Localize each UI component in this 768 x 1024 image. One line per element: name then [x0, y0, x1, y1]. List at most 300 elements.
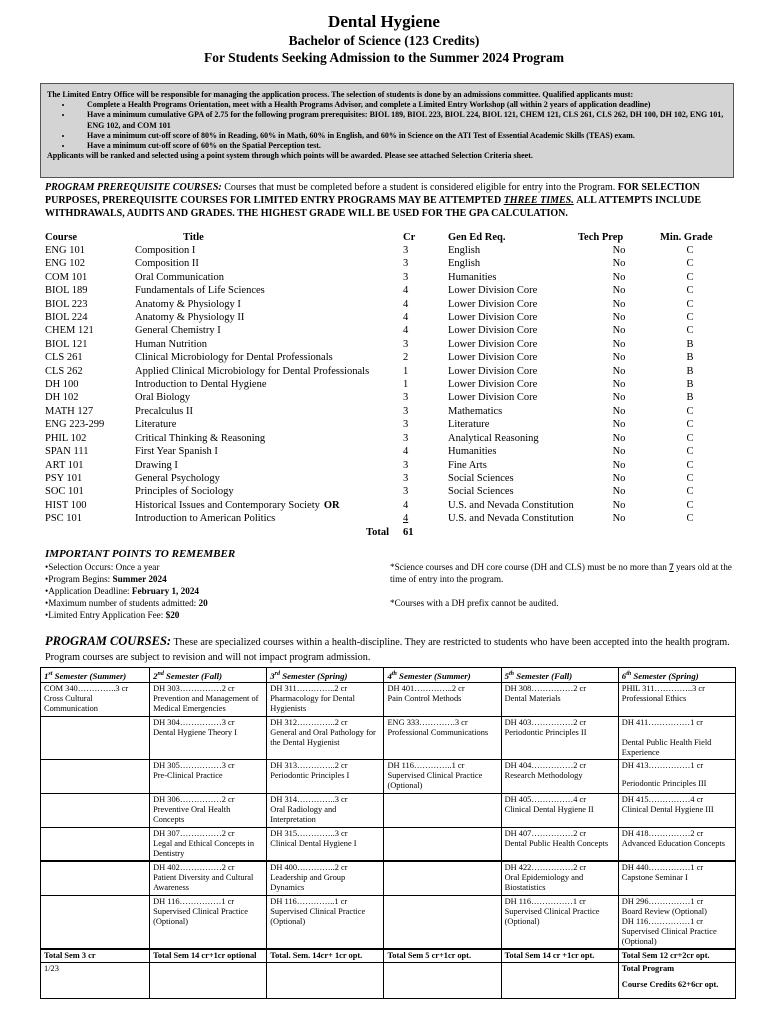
- program-total-credits: Course Credits 62+6cr opt.: [621, 979, 719, 989]
- course-title: Oral Biology: [135, 392, 191, 404]
- gen-ed-req: Mathematics: [448, 405, 503, 417]
- course-cell: [501, 759, 618, 793]
- course-code: DH 116…………..1 cr: [387, 760, 465, 770]
- course-name: Clinical Dental Hygiene I: [270, 838, 357, 848]
- course-cell: [501, 716, 618, 759]
- document-header: [0, 12, 768, 66]
- tech-prep: No: [612, 325, 626, 337]
- tech-prep: No: [612, 446, 626, 458]
- course-name: Pre-Clinical Practice: [153, 770, 223, 780]
- course-code: DH 407……………2 cr: [504, 828, 587, 838]
- course-credits: 3: [403, 338, 409, 350]
- spacer-cell: [448, 526, 578, 539]
- course-name: Supervised Clinical Practice (Optional): [270, 906, 366, 926]
- tech-prep: No: [612, 472, 626, 484]
- course-cell: [501, 682, 618, 716]
- semester-row: [41, 682, 736, 716]
- gen-ed-req: Social Sciences: [448, 486, 514, 498]
- course-code: DH 313…………..2 cr: [270, 760, 348, 770]
- course-cell: [501, 793, 618, 827]
- gen-ed-req: English: [448, 258, 481, 270]
- course-credits: 3: [403, 245, 409, 256]
- semester-total: Total Sem 3 cr: [41, 949, 150, 963]
- course-title: Human Nutrition: [135, 338, 208, 350]
- course-code: DH 308……………2 cr: [504, 683, 587, 693]
- tech-prep: No: [612, 338, 626, 350]
- course-cell: [384, 827, 501, 861]
- table-row: [45, 284, 720, 297]
- prerequisite-course-table: [45, 230, 720, 539]
- course-code: DH 403……………2 cr: [504, 717, 587, 727]
- course-cell: [267, 716, 384, 759]
- program-total-label: Total Program: [621, 963, 675, 973]
- table-header-row: [45, 230, 720, 244]
- course-title: General Chemistry I: [135, 325, 221, 337]
- table-row: [45, 351, 720, 364]
- course-code: COM 101: [45, 271, 88, 283]
- prereq-rule-2: ALL ATTEMPTS INCLUDE WITHDRAWALS, AUDITS AND GRADES. THE HIGHEST GRADE WILL BE USED FOR THE GPA CALCULATION.: [45, 195, 702, 219]
- course-name: General and Oral Pathology for the Dental Hygienist: [270, 727, 376, 747]
- course-cell: [41, 682, 150, 716]
- course-code: HIST 100: [45, 499, 87, 511]
- semester-row: [41, 895, 736, 949]
- course-code: DH 116……………1 cr: [153, 896, 235, 906]
- course-cell: [501, 827, 618, 861]
- notice-bullet: • Complete a Health Programs Orientation, meet with a Health Programs Advisor, and complete a Limited Entry Workshop (all within 2 years of application deadline): [73, 100, 727, 110]
- course-cell: [41, 895, 150, 949]
- col-tech-prep: Tech Prep: [578, 231, 624, 243]
- gen-ed-req: Lower Division Core: [448, 325, 538, 337]
- notice-intro: The Limited Entry Office will be responsible for managing the application process. The selection of students is done by an admissions committee. Qualified applicants must:: [47, 90, 634, 99]
- semester-header: 1st Semester (Summer): [41, 668, 150, 683]
- course-title: Introduction to Dental Hygiene: [135, 379, 267, 391]
- course-cell: [150, 895, 267, 949]
- important-item-label: •Selection Occurs:: [45, 562, 116, 572]
- semester-total: Total Sem 14 cr+1cr optional: [150, 949, 267, 963]
- course-name: Periodontic Principles III: [621, 778, 707, 788]
- semester-header: 2nd Semester (Fall): [150, 668, 267, 683]
- tech-prep: No: [612, 258, 626, 270]
- gen-ed-req: Lower Division Core: [448, 338, 538, 350]
- course-code: MATH 127: [45, 405, 94, 417]
- min-grade: C: [686, 285, 694, 297]
- table-row: [45, 257, 720, 270]
- semester-header: 4th Semester (Summer): [384, 668, 501, 683]
- prerequisite-intro: [45, 181, 725, 220]
- tech-prep: No: [612, 285, 626, 297]
- course-credits: 3: [403, 405, 409, 417]
- min-grade: B: [686, 352, 694, 364]
- course-code: PHIL 102: [45, 432, 87, 444]
- course-title: Clinical Microbiology for Dental Professionals: [135, 352, 333, 364]
- table-row: [45, 324, 720, 337]
- or-label: OR: [323, 499, 340, 511]
- course-credits: 3: [403, 392, 409, 404]
- table-row: [45, 298, 720, 311]
- course-cell: [618, 682, 735, 716]
- min-grade: C: [686, 472, 694, 484]
- course-name: Leadership and Group Dynamics: [270, 873, 346, 893]
- course-code: DH 311…………..2 cr: [270, 683, 348, 693]
- tech-prep: No: [612, 405, 626, 417]
- semester-total: Total. Sem. 14cr+ 1cr opt.: [267, 949, 384, 963]
- total-label: Total: [366, 526, 389, 538]
- course-code: DH 415……………4 cr: [621, 794, 704, 804]
- course-credits: 3: [403, 419, 409, 431]
- age-note-text-2: years old at the time of entry into the program.: [390, 562, 732, 584]
- course-cell: [267, 682, 384, 716]
- empty-cell: [150, 962, 267, 998]
- course-code: ART 101: [45, 459, 84, 471]
- col-course: Course: [45, 231, 78, 243]
- course-name: Cross Cultural Communication: [44, 693, 98, 713]
- course-name: Legal and Ethical Concepts in Dentistry: [153, 838, 255, 858]
- notice-outro: Applicants will be ranked and selected using a point system through which points will be awarded. Please see attached Selection Criteria sheet.: [47, 151, 533, 161]
- course-cell: [41, 793, 150, 827]
- spacer-cell: [578, 526, 660, 539]
- course-cell: [618, 895, 735, 949]
- program-courses-label: PROGRAM COURSES:: [45, 634, 172, 648]
- course-name: Clinical Dental Hygiene II: [504, 804, 594, 814]
- tech-prep: No: [612, 245, 626, 256]
- tech-prep: No: [612, 419, 626, 431]
- min-grade: B: [686, 379, 694, 391]
- course-code: DH 314…………..3 cr: [270, 794, 348, 804]
- tech-prep: No: [612, 486, 626, 498]
- tech-prep: No: [612, 499, 626, 511]
- gen-ed-req: Lower Division Core: [448, 298, 538, 310]
- tech-prep: No: [612, 392, 626, 404]
- min-grade: C: [686, 312, 694, 324]
- course-code: DH 305……………3 cr: [153, 760, 235, 770]
- course-credits: 4: [403, 285, 409, 297]
- empty-cell: [501, 962, 618, 998]
- table-row: [45, 405, 720, 418]
- course-code: BIOL 189: [45, 285, 88, 297]
- course-name: Dental Materials: [504, 693, 561, 703]
- important-item-value: Once a year: [115, 562, 160, 572]
- program-courses-text: These are specialized courses within a health-discipline. They are restricted to students who have been accepted into the health program. Program courses are subject to revision and will not impact program admission.: [45, 637, 730, 663]
- min-grade: C: [686, 419, 694, 431]
- course-code: ENG 102: [45, 258, 85, 270]
- course-code: COM 340…………..3 cr: [44, 683, 129, 693]
- course-cell: [384, 861, 501, 895]
- course-code: CHEM 121: [45, 325, 94, 337]
- notice-bullet: • Have a minimum cut-off score of 60% on the Spatial Perception test.: [73, 141, 727, 151]
- course-code: PHIL 311…………..3 cr: [621, 683, 705, 693]
- notice-bullets: [73, 100, 727, 151]
- semester-total: Total Sem 12 cr+2cr opt.: [618, 949, 735, 963]
- course-code: BIOL 223: [45, 298, 88, 310]
- course-code: BIOL 224: [45, 312, 88, 324]
- col-gen-ed: Gen Ed Req.: [448, 231, 506, 243]
- course-code: DH 307……………2 cr: [153, 828, 235, 838]
- gen-ed-req: Lower Division Core: [448, 285, 538, 297]
- tech-prep: No: [612, 513, 626, 525]
- course-code: DH 404……………2 cr: [504, 760, 587, 770]
- prereq-text: Courses that must be completed before a student is considered eligible for entry into the Program.: [224, 182, 616, 193]
- course-title: Oral Communication: [135, 271, 224, 283]
- course-code: CLS 261: [45, 352, 83, 364]
- important-item: [45, 609, 208, 621]
- course-credits: 4: [403, 312, 409, 324]
- min-grade: C: [686, 486, 694, 498]
- notice-bullet: • Have a minimum cut-off score of 80% in Reading, 60% in Math, 60% in English, and 60% in Science on the ATI Test of Essential Academic Skills (TEAS) exam.: [73, 131, 727, 141]
- table-row: [45, 432, 720, 445]
- semester-total: Total Sem 5 cr+1cr opt.: [384, 949, 501, 963]
- gen-ed-req: Lower Division Core: [448, 392, 538, 404]
- course-code: DH 312…………..2 cr: [270, 717, 348, 727]
- semester-totals-row: [41, 949, 736, 963]
- admission-subtitle: For Students Seeking Admission to the Summer 2024 Program: [203, 50, 565, 65]
- course-name: Supervised Clinical Practice (Optional): [504, 906, 600, 926]
- empty-cell: [267, 962, 384, 998]
- age-note: [390, 561, 735, 585]
- total-credits: 61: [403, 526, 414, 538]
- semester-header: 6th Semester (Spring): [618, 668, 735, 683]
- course-credits: 4: [403, 499, 409, 511]
- program-courses-intro: [45, 634, 735, 665]
- course-cell: [267, 759, 384, 793]
- course-name: Advanced Education Concepts: [621, 838, 726, 848]
- course-credits: 3: [403, 432, 409, 444]
- important-item-value: February 1, 2024: [131, 586, 200, 596]
- course-code: SOC 101: [45, 486, 84, 498]
- course-cell: [150, 682, 267, 716]
- course-code: DH 100: [45, 379, 79, 391]
- course-title: Drawing I: [135, 459, 178, 471]
- course-name: Periodontic Principles II: [504, 727, 587, 737]
- course-credits: 1: [403, 365, 409, 377]
- degree-subtitle: Bachelor of Science (123 Credits): [288, 33, 480, 48]
- min-grade: C: [686, 271, 694, 283]
- course-title: Precalculus II: [135, 405, 194, 417]
- min-grade: C: [686, 432, 694, 444]
- min-grade: C: [686, 446, 694, 458]
- course-cell: [41, 759, 150, 793]
- prereq-label: PROGRAM PREREQUISITE COURSES:: [45, 182, 222, 193]
- notice-bullet: • Have a minimum cumulative GPA of 2.75 for the following program prerequisites: BIOL 189, BIOL 223, BIOL 224, BIOL 121, CHEM 121, CLS 261, CLS 262, DH 100, DH 102, ENG 101, ENG 102, and COM 101: [73, 110, 727, 130]
- course-title: Literature: [135, 419, 177, 431]
- course-cell: [384, 759, 501, 793]
- tech-prep: No: [612, 298, 626, 310]
- course-name: Professional Ethics: [621, 693, 687, 703]
- course-code: DH 102: [45, 392, 79, 404]
- semester-total: Total Sem 14 cr +1cr opt.: [501, 949, 618, 963]
- table-row: [45, 485, 720, 498]
- course-title: Principles of Sociology: [135, 486, 234, 498]
- age-note-years: 7: [669, 562, 674, 572]
- course-title: First Year Spanish I: [135, 446, 218, 458]
- course-credits: 4: [403, 513, 409, 525]
- total-row: [45, 526, 720, 539]
- semester-row: [41, 793, 736, 827]
- table-row: [45, 391, 720, 404]
- min-grade: C: [686, 325, 694, 337]
- min-grade: B: [686, 392, 694, 404]
- course-title: Fundamentals of Life Sciences: [135, 285, 265, 297]
- semester-row: [41, 759, 736, 793]
- course-credits: 1: [403, 379, 409, 391]
- course-code: DH 116……………1 cr: [621, 916, 703, 926]
- tech-prep: No: [612, 432, 626, 444]
- table-row: [45, 472, 720, 485]
- course-name: Capstone Seminar I: [621, 873, 688, 883]
- important-item-label: •Limited Entry Application Fee:: [45, 610, 166, 620]
- course-cell: [501, 895, 618, 949]
- revision-date: 1/23: [41, 962, 150, 998]
- course-cell: [150, 827, 267, 861]
- course-cell: [618, 716, 735, 759]
- page-title: Dental Hygiene: [328, 12, 440, 31]
- table-row: [45, 378, 720, 391]
- course-credits: 3: [403, 271, 409, 283]
- course-title: Anatomy & Physiology I: [135, 298, 241, 310]
- course-code: BIOL 121: [45, 338, 88, 350]
- age-note-text: *Science courses and DH core course (DH and CLS) must be no more than: [390, 562, 667, 572]
- gen-ed-req: U.S. and Nevada Constitution: [448, 513, 574, 525]
- min-grade: C: [686, 499, 694, 511]
- course-cell: [618, 861, 735, 895]
- important-item-value: $20: [165, 610, 180, 620]
- course-title: Composition II: [135, 258, 199, 270]
- course-code: ENG 101: [45, 245, 85, 256]
- table-row: [45, 338, 720, 351]
- course-cell: [267, 895, 384, 949]
- course-name: Pharmacology for Dental Hygienists: [270, 693, 355, 713]
- table-row: [45, 365, 720, 378]
- course-credits: 3: [403, 459, 409, 471]
- course-name: Dental Public Health Concepts: [504, 838, 609, 848]
- course-credits: 4: [403, 298, 409, 310]
- course-code: DH 440……………1 cr: [621, 863, 704, 873]
- course-code: PSC 101: [45, 513, 83, 525]
- course-code: DH 116……………1 cr: [504, 896, 586, 906]
- course-cell: [384, 716, 501, 759]
- course-code: ENG 223-299: [45, 419, 105, 431]
- grid-footer-row: [41, 962, 736, 998]
- semester-row: [41, 861, 736, 895]
- course-name: Patient Diversity and Cultural Awareness: [153, 873, 254, 893]
- tech-prep: No: [612, 352, 626, 364]
- semester-row: [41, 827, 736, 861]
- prereq-times: THREE TIMES.: [503, 195, 574, 206]
- course-credits: 3: [403, 472, 409, 484]
- important-points-list: [45, 561, 208, 621]
- course-name: Oral Radiology and Interpretation: [270, 804, 337, 824]
- course-title: Applied Clinical Microbiology for Dental Professionals: [135, 365, 370, 377]
- course-name: Dental Hygiene Theory I: [153, 727, 237, 737]
- course-credits: 2: [403, 352, 409, 364]
- table-row: [45, 418, 720, 431]
- tech-prep: No: [612, 459, 626, 471]
- course-code: DH 418……………2 cr: [621, 828, 704, 838]
- tech-prep: No: [612, 379, 626, 391]
- semester-course-grid: [40, 667, 736, 999]
- course-cell: [150, 716, 267, 759]
- table-row: [45, 512, 720, 525]
- min-grade: C: [686, 298, 694, 310]
- min-grade: C: [686, 405, 694, 417]
- prereq-rule: FOR SELECTION PURPOSES, PREREQUISITE COURSES FOR LIMITED ENTRY PROGRAMS MAY BE ATTEMPTED: [45, 182, 700, 206]
- course-cell: [618, 759, 735, 793]
- course-cell: [384, 793, 501, 827]
- course-cell: [41, 716, 150, 759]
- course-name: Dental Public Health Field Experience: [621, 737, 712, 757]
- gen-ed-req: Social Sciences: [448, 472, 514, 484]
- semester-header: 3rd Semester (Spring): [267, 668, 384, 683]
- important-notes: [390, 561, 735, 609]
- program-total: [618, 962, 735, 998]
- gen-ed-req: Humanities: [448, 271, 497, 283]
- table-row: [45, 271, 720, 284]
- course-name: Prevention and Management of Medical Emergencies: [153, 693, 259, 713]
- course-code: PSY 101: [45, 472, 83, 484]
- tech-prep: No: [612, 271, 626, 283]
- course-name: Oral Epidemiology and Biostatistics: [504, 873, 584, 893]
- gen-ed-req: U.S. and Nevada Constitution: [448, 499, 574, 511]
- course-cell: [150, 759, 267, 793]
- course-name: Supervised Clinical Practice (Optional): [387, 770, 483, 790]
- course-name: Professional Communications: [387, 727, 489, 737]
- min-grade: C: [686, 258, 694, 270]
- tech-prep: No: [612, 312, 626, 324]
- gen-ed-req: Lower Division Core: [448, 312, 538, 324]
- important-points-title: IMPORTANT POINTS TO REMEMBER: [45, 548, 236, 560]
- course-cell: [384, 682, 501, 716]
- course-name: Clinical Dental Hygiene III: [621, 804, 714, 814]
- table-row: [45, 244, 720, 257]
- important-item-value: Summer 2024: [112, 574, 167, 584]
- spacer-cell: [45, 526, 135, 539]
- course-name: Pain Control Methods: [387, 693, 462, 703]
- spacer-cell: [660, 526, 720, 539]
- gen-ed-req: Lower Division Core: [448, 365, 538, 377]
- course-cell: [267, 793, 384, 827]
- min-grade: B: [686, 338, 694, 350]
- important-item-label: •Program Begins:: [45, 574, 113, 584]
- semester-row: [41, 716, 736, 759]
- course-cell: [618, 827, 735, 861]
- course-title: Critical Thinking & Reasoning: [135, 432, 266, 444]
- gen-ed-req: Analytical Reasoning: [448, 432, 539, 444]
- course-name: Periodontic Principles I: [270, 770, 350, 780]
- course-cell: [267, 861, 384, 895]
- course-cell: [384, 895, 501, 949]
- min-grade: C: [686, 459, 694, 471]
- col-credits: Cr: [403, 231, 416, 243]
- min-grade: B: [686, 365, 694, 377]
- course-title: Anatomy & Physiology II: [135, 312, 245, 324]
- course-code: DH 306……………2 cr: [153, 794, 235, 804]
- important-item: [45, 561, 208, 573]
- course-code: DH 296……………1 cr: [621, 896, 704, 906]
- course-title: General Psychology: [135, 472, 220, 484]
- course-code: DH 405……………4 cr: [504, 794, 587, 804]
- gen-ed-req: Literature: [448, 419, 490, 431]
- course-title: [135, 499, 403, 512]
- table-row: [45, 499, 720, 512]
- course-cell: [150, 793, 267, 827]
- course-name: Board Review (Optional): [621, 906, 707, 916]
- course-code: DH 304……………3 cr: [153, 717, 235, 727]
- course-credits: 3: [403, 258, 409, 270]
- course-code: DH 315…………..3 cr: [270, 828, 348, 838]
- course-credits: 4: [403, 446, 409, 458]
- table-row: [45, 311, 720, 324]
- course-title-text: Historical Issues and Contemporary Society: [135, 499, 320, 511]
- important-item: [45, 585, 208, 597]
